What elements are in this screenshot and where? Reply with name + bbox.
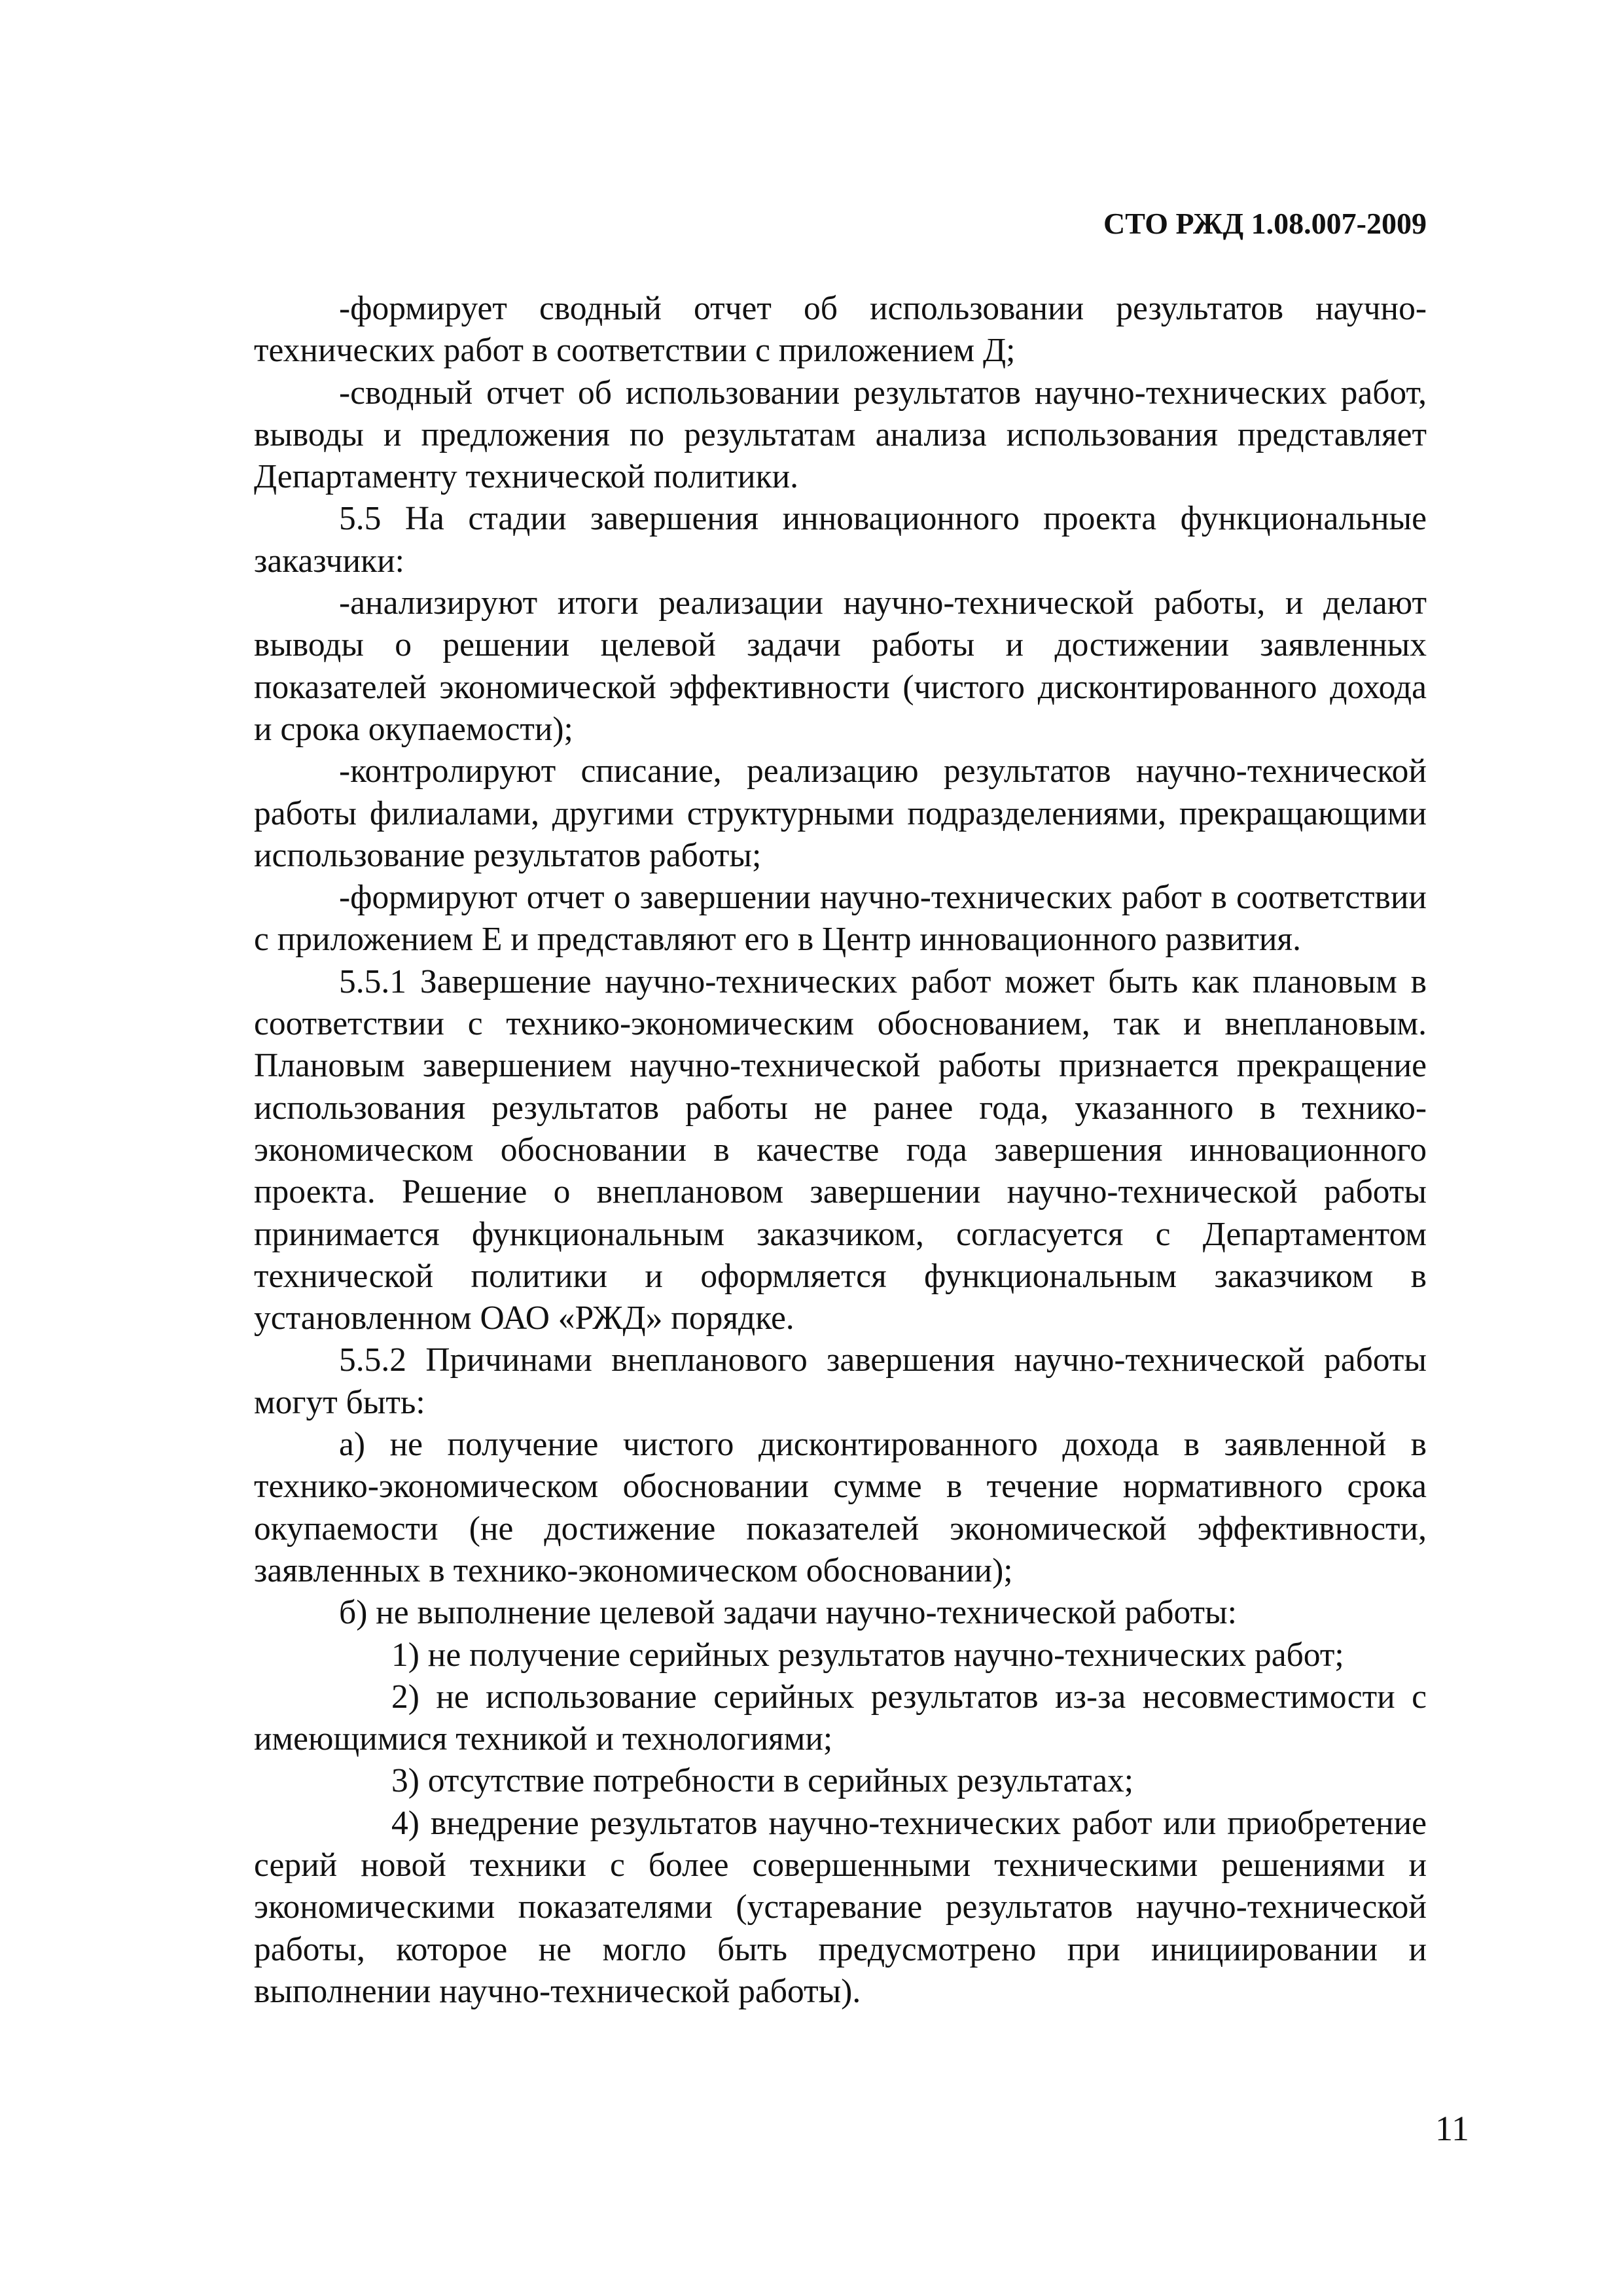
paragraph: -формирует сводный отчет об использовании результатов научно-технических работ в соответствии с приложением Д; [254, 290, 1427, 370]
list-item: 3) отсутствие потребности в серийных результатах; [391, 1762, 1134, 1800]
paragraph: а) не получение чистого дисконтированного дохода в заявленной в технико-экономическом обосновании сумме в течение нормативного срока окупаемости (не достижение показателей экономической эффективности, заявленных в технико-экономическом обосновании); [254, 1426, 1427, 1589]
list-item: 2) не использование серийных результатов из-за несовместимости с имеющимися техникой и технологиями; [254, 1678, 1427, 1758]
paragraph: б) не выполнение целевой задачи научно-технической работы: [339, 1594, 1237, 1632]
list-item: 1) не получение серийных результатов научно-технических работ; [391, 1636, 1344, 1674]
paragraph: -формируют отчет о завершении научно-технических работ в соответствии с приложением Е и представляют его в Центр инновационного развития. [254, 879, 1427, 959]
paragraph: 5.5 На стадии завершения инновационного проекта функциональные заказчики: [254, 500, 1427, 580]
page-number: 11 [1435, 2109, 1469, 2148]
paragraph: -анализируют итоги реализации научно-технической работы, и делают выводы о решении целевой задачи работы и достижении заявленных показателей экономической эффективности (чистого дисконтированного дохода и срока окупаемости); [254, 584, 1427, 748]
body-text [254, 288, 1427, 2013]
paragraph: 5.5.2 Причинами внепланового завершения научно-технической работы могут быть: [254, 1341, 1427, 1421]
paragraph: -контролируют списание, реализацию результатов научно-технической работы филиалами, другими структурными подразделениями, прекращающими использование результатов работы; [254, 752, 1427, 874]
paragraph: -сводный отчет об использовании результатов научно-технических работ, выводы и предложения по результатам анализа использования представляет Департаменту технической политики. [254, 374, 1427, 496]
list-item: 4) внедрение результатов научно-технических работ или приобретение серий новой техники с более совершенными техническими решениями и экономическими показателями (устаревание результатов научно-технической работы, которое не могло быть предусмотрено при инициировании и выполнении научно-технической работы). [254, 1804, 1427, 2010]
paragraph: 5.5.1 Завершение научно-технических работ может быть как плановым в соответствии с технико-экономическим обоснованием, так и внеплановым. Плановым завершением научно-технической работы признается прекращение использования результатов работы не ранее года, указанного в технико-экономическом обосновании в качестве года завершения инновационного проекта. Решение о внеплановом завершении научно-технической работы принимается функциональным заказчиком, согласуется с Департаментом технической политики и оформляется функциональным заказчиком в установленном ОАО «РЖД» порядке. [254, 963, 1427, 1337]
document-code: СТО РЖД 1.08.007-2009 [1103, 207, 1427, 240]
